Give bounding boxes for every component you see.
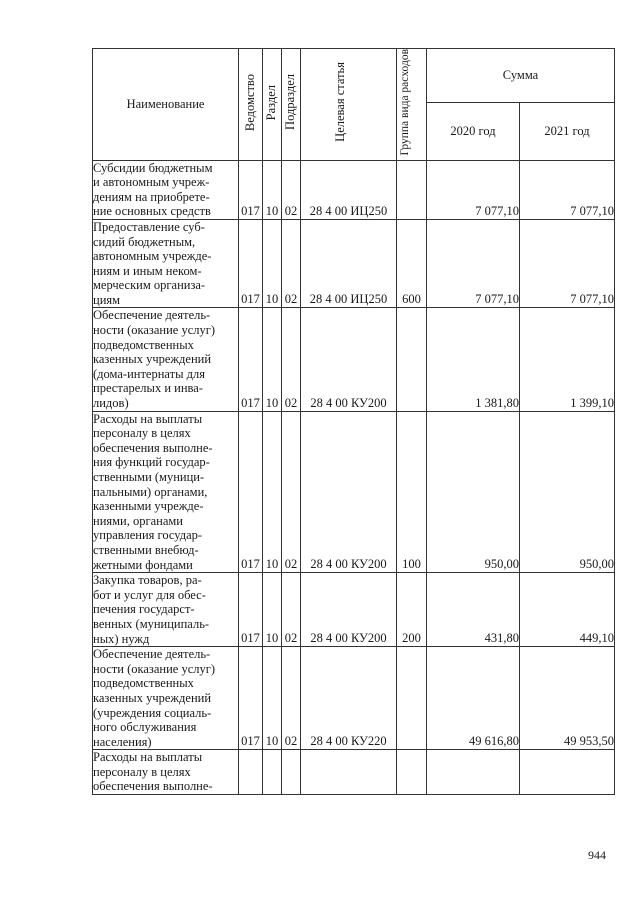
row-podrazdel: 02	[282, 160, 301, 219]
row-name: Закупка товаров, ра- бот и услуг для обес- печения государст- венных (муниципаль- ных) нужд	[93, 573, 239, 647]
row-tselevaya: 28 4 00 КУ200	[301, 411, 397, 573]
row-name: Предоставление суб- сидий бюджетным, автономным учрежде- ниям и иным неком- мерческим организа- циям	[93, 219, 239, 308]
row-tselevaya: 28 4 00 ИЦ250	[301, 160, 397, 219]
row-razdel: 10	[263, 219, 282, 308]
row-name: Расходы на выплаты персоналу в целях обеспечения выполне- ния функций государ- ственными (муници- пальными) органами, казенными учрежде- ниями, органами управления государ- ственными внебюд- жетными фондами	[93, 411, 239, 573]
row-podrazdel: 02	[282, 411, 301, 573]
header-name: Наименование	[93, 49, 239, 161]
row-razdel: 10	[263, 160, 282, 219]
table-row	[93, 160, 615, 219]
row-sum-2021	[520, 750, 615, 795]
row-podrazdel: 02	[282, 573, 301, 647]
row-podrazdel	[282, 750, 301, 795]
row-sum-2021: 1 399,10	[520, 308, 615, 411]
table-row	[93, 308, 615, 411]
row-sum-2020: 431,80	[427, 573, 520, 647]
header-year-2020: 2020 год	[427, 102, 520, 160]
row-razdel: 10	[263, 573, 282, 647]
table-body	[93, 160, 615, 795]
row-gruppa	[397, 647, 427, 750]
row-tselevaya: 28 4 00 КУ200	[301, 308, 397, 411]
table-row	[93, 573, 615, 647]
header-summa: Сумма	[427, 49, 615, 103]
row-vedomstvo: 017	[239, 219, 263, 308]
header-year-2021: 2021 год	[520, 102, 615, 160]
row-gruppa: 200	[397, 573, 427, 647]
row-gruppa: 600	[397, 219, 427, 308]
row-vedomstvo: 017	[239, 308, 263, 411]
row-podrazdel: 02	[282, 219, 301, 308]
table-row	[93, 219, 615, 308]
row-name: Расходы на выплаты персоналу в целях обеспечения выполне-	[93, 750, 239, 795]
table-row	[93, 647, 615, 750]
row-sum-2021: 7 077,10	[520, 160, 615, 219]
row-vedomstvo: 017	[239, 647, 263, 750]
row-name: Обеспечение деятель- ности (оказание услуг) подведомственных казенных учреждений (учреждения социаль- ного обслуживания населения)	[93, 647, 239, 750]
row-sum-2020: 49 616,80	[427, 647, 520, 750]
row-tselevaya: 28 4 00 ИЦ250	[301, 219, 397, 308]
row-sum-2020: 7 077,10	[427, 160, 520, 219]
table-header	[93, 49, 615, 161]
row-vedomstvo: 017	[239, 573, 263, 647]
budget-table	[92, 48, 615, 795]
row-tselevaya: 28 4 00 КУ200	[301, 573, 397, 647]
row-vedomstvo: 017	[239, 411, 263, 573]
row-razdel	[263, 750, 282, 795]
row-sum-2021: 7 077,10	[520, 219, 615, 308]
row-sum-2021: 950,00	[520, 411, 615, 573]
row-gruppa	[397, 160, 427, 219]
row-tselevaya: 28 4 00 КУ220	[301, 647, 397, 750]
row-razdel: 10	[263, 411, 282, 573]
row-razdel: 10	[263, 647, 282, 750]
row-vedomstvo: 017	[239, 160, 263, 219]
table-row	[93, 411, 615, 573]
row-sum-2021: 49 953,50	[520, 647, 615, 750]
row-sum-2021: 449,10	[520, 573, 615, 647]
row-gruppa: 100	[397, 411, 427, 573]
header-gruppa: Группа вида расходов	[397, 49, 427, 161]
row-sum-2020: 950,00	[427, 411, 520, 573]
row-tselevaya	[301, 750, 397, 795]
row-vedomstvo	[239, 750, 263, 795]
row-razdel: 10	[263, 308, 282, 411]
row-sum-2020: 1 381,80	[427, 308, 520, 411]
page-number: 944	[588, 848, 606, 862]
row-sum-2020: 7 077,10	[427, 219, 520, 308]
row-name: Субсидии бюджетным и автономным учреж- дениям на приобрете- ние основных средств	[93, 160, 239, 219]
header-vedomstvo: Ведомство	[239, 49, 263, 161]
row-gruppa	[397, 750, 427, 795]
row-name: Обеспечение деятель- ности (оказание услуг) подведомственных казенных учреждений (дома-интернаты для престарелых и инва- лидов)	[93, 308, 239, 411]
header-razdel: Раздел	[263, 49, 282, 161]
row-gruppa	[397, 308, 427, 411]
row-podrazdel: 02	[282, 647, 301, 750]
header-tselevaya: Целевая статья	[301, 49, 397, 161]
table-row	[93, 750, 615, 795]
header-podrazdel: Подраздел	[282, 49, 301, 161]
row-podrazdel: 02	[282, 308, 301, 411]
row-sum-2020	[427, 750, 520, 795]
